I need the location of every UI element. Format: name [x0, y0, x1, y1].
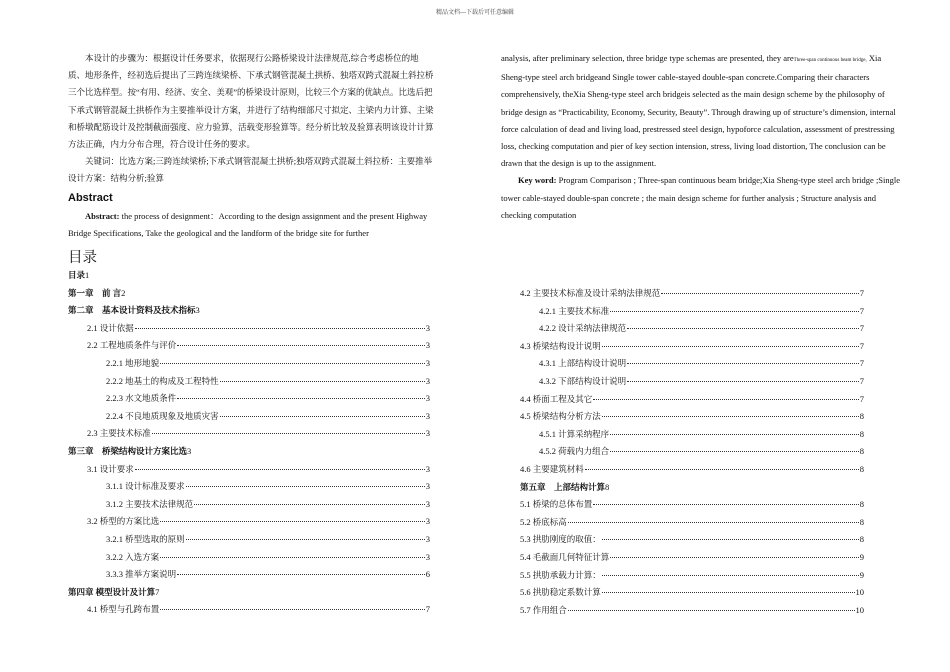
toc-entry[interactable] [106, 498, 430, 510]
toc-entry-page: 7 [425, 604, 430, 615]
toc-entry[interactable] [520, 604, 864, 616]
toc-entry-page: 7 [859, 323, 864, 334]
toc-entry-title: 2.1 设计依据 [87, 322, 134, 333]
toc-entry-title: 2.2.1 地形地貌 [106, 358, 160, 368]
toc-entry-title: 5.3 拱肋刚度的取值： [520, 534, 601, 545]
toc-leader-dots [160, 521, 424, 522]
toc-entry-title: 3.2 桥型的方案比选 [87, 516, 160, 527]
toc-entry-page: 9 [859, 552, 864, 562]
toc-entry-title: 5.7 作用组合 [520, 604, 567, 615]
toc-left-column [68, 269, 430, 629]
toc-leader-dots [610, 311, 859, 312]
toc-entry[interactable] [106, 357, 430, 369]
toc-entry-title: 2.3 主要技术标准 [87, 428, 151, 439]
toc-entry-title: 5.1 桥梁的总体布置 [520, 499, 593, 510]
toc-entry-page: 3 [425, 358, 430, 368]
toc-entry[interactable] [539, 322, 864, 334]
toc-leader-dots [160, 557, 425, 558]
toc-entry-page: 3 [425, 498, 430, 509]
toc-leader-dots [593, 399, 858, 400]
toc-entry[interactable] [68, 304, 200, 316]
toc-leader-dots [602, 346, 859, 347]
toc-entry[interactable] [68, 445, 191, 457]
toc-leader-dots [593, 504, 858, 505]
toc-entry-title: 4.2.1 主要技术标准 [539, 305, 610, 316]
toc-entry-page: 8 [859, 411, 864, 422]
toc-entry[interactable] [520, 287, 864, 299]
toc-entry-page: 3 [425, 516, 430, 527]
toc-leader-dots [186, 539, 425, 540]
toc-entry-title: 3.3.3 推举方案说明 [106, 569, 177, 580]
toc-entry-title: 4.6 主要建筑材料 [520, 464, 584, 474]
toc-leader-dots [177, 345, 424, 346]
toc-leader-dots [220, 416, 425, 417]
toc-entry-title: 第四章 模型设计及计算 [68, 586, 156, 597]
toc-leader-dots [585, 469, 859, 470]
toc-entry-title: 第一章 前 言 [68, 287, 122, 298]
toc-entry-title: 4.3 桥梁结构设计说明 [520, 340, 601, 351]
toc-entry[interactable] [68, 287, 125, 299]
toc-leader-dots [602, 592, 855, 593]
toc-entry[interactable] [87, 322, 430, 334]
toc-entry-title: 3.2.1 桥型选取的原则 [106, 534, 185, 544]
toc-entry-page: 3 [425, 551, 430, 562]
toc-entry[interactable] [106, 551, 430, 563]
toc-leader-dots [661, 293, 858, 294]
toc-entry[interactable] [106, 375, 430, 387]
toc-entry[interactable] [106, 533, 430, 545]
english-keywords [501, 172, 905, 224]
toc-entry-page: 3 [425, 340, 430, 351]
toc-leader-dots [610, 434, 859, 435]
toc-entry[interactable] [520, 586, 864, 598]
toc-entry[interactable] [87, 339, 430, 351]
toc-entry[interactable] [520, 533, 864, 545]
toc-entry-title: 第二章 基本设计资料及技术指标 [68, 305, 196, 316]
toc-entry-title: 4.5.1 计算采纳程序 [539, 428, 610, 439]
toc-entry-page: 1 [85, 270, 90, 280]
english-abstract [68, 208, 435, 242]
left-column [68, 50, 435, 242]
toc-entry-page: 3 [425, 322, 430, 333]
toc-leader-dots [602, 416, 859, 417]
toc-entry-title: 2.2 工程地质条件与评价 [87, 340, 177, 351]
toc-entry-page: 8 [605, 481, 610, 492]
toc-entry-page: 3 [425, 534, 430, 544]
toc-entry-page: 7 [859, 393, 864, 404]
toc-entry-page: 7 [155, 586, 160, 597]
toc-leader-dots [602, 539, 859, 540]
abstract-title: Abstract [68, 191, 113, 204]
toc-entry-page: 3 [425, 375, 430, 386]
toc-entry[interactable] [520, 463, 864, 475]
toc-entry-page: 6 [425, 569, 430, 580]
toc-leader-dots [610, 557, 858, 558]
toc-entry-page: 3 [425, 393, 430, 404]
toc-entry-page: 7 [859, 376, 864, 386]
toc-entry-title: 2.2.4 不良地质现象及地质灾害 [106, 410, 219, 421]
toc-entry-title: 4.3.2 下部结构设计说明 [539, 376, 627, 386]
toc-entry-page: 8 [859, 428, 864, 439]
toc-entry[interactable] [520, 516, 864, 528]
toc-entry-title: 第五章 上部结构计算 [520, 481, 606, 492]
abstract-cont-b: Xia Sheng-type steel arch bridgeand Single tower cable-stayed double-span concrete.Comparing their characters comprehensively, theXia Sheng-type steel arch bridgeis selected as the main design scheme by the philosophy of bridge design as “Practicability, Economy, Security, Beauty”. Through drawing up of structure’s dimension, internal force calculation of dead and living load, prestressed steel design, hypoforce calculation, assessment of prestressing loss, checking computation and pier of key section intension, stress, living load distortion, The conclusion can be drawn that the design is up to the assignment. [501, 53, 896, 169]
toc-entry[interactable] [68, 269, 89, 281]
toc-title: 目录 [68, 250, 97, 266]
toc-entry-page: 3 [425, 463, 430, 474]
chinese-keywords: 关键词：比选方案;三跨连续梁桥;下承式钢管混凝土拱桥;独塔双跨式混凝土斜拉桥：主要推举设计方案：结构分析;验算 [68, 156, 433, 184]
toc-entry-title: 2.2.3 水文地质条件 [106, 393, 177, 404]
toc-entry-page: 8 [859, 499, 864, 510]
toc-entry-page: 7 [859, 288, 864, 298]
toc-entry-title: 4.5.2 荷载内力组合 [539, 446, 610, 457]
toc-leader-dots [602, 575, 859, 576]
toc-entry-title: 5.6 拱肋稳定系数计算 [520, 587, 601, 598]
right-column [501, 50, 905, 224]
toc-entry[interactable] [539, 375, 864, 387]
toc-entry-page: 10 [855, 587, 864, 598]
toc-entry-title: 5.5 拱肋承载力计算： [520, 569, 601, 580]
toc-entry-page: 7 [859, 305, 864, 316]
toc-entry[interactable] [106, 480, 430, 492]
page-header: 精品文档---下载后可任意编辑 [436, 10, 514, 16]
toc-entry[interactable] [87, 463, 430, 475]
toc-entry[interactable] [87, 603, 430, 615]
toc-entry-page: 8 [859, 534, 864, 545]
english-abstract-cont [501, 50, 905, 172]
toc-entry[interactable] [520, 498, 864, 510]
toc-leader-dots [220, 381, 425, 382]
toc-leader-dots [135, 328, 425, 329]
toc-entry-page: 8 [859, 516, 864, 527]
toc-leader-dots [160, 363, 425, 364]
toc-entry-title: 2.2.2 地基土的构成及工程特性 [106, 375, 219, 386]
toc-entry[interactable] [520, 340, 864, 352]
toc-entry-page: 9 [859, 569, 864, 580]
toc-entry-page: 3 [425, 428, 430, 439]
toc-entry-title: 3.1.2 主要技术法律规范 [106, 498, 194, 509]
toc-entry-page: 3 [195, 305, 200, 316]
keywords-text: Program Comparison ; Three-span continuous beam bridge;Xia Sheng-type steel arch bridge ;Single tower cable-stayed double-span concrete ; the main design scheme for further analysis ; Structure analysis and checking computation [501, 175, 901, 220]
toc-entry[interactable] [520, 481, 609, 493]
toc-leader-dots [568, 522, 859, 523]
toc-entry-title: 4.3.1 上部结构设计说明 [539, 358, 627, 369]
toc-leader-dots [194, 504, 425, 505]
toc-entry-title: 5.2 桥底标高 [520, 516, 567, 527]
chinese-abstract: 本设计的步骤为：根据设计任务要求，依据现行公路桥梁设计法律规范,综合考虑桥位的地质、地形条件，经初选后提出了三跨连续梁桥、下承式钢管混凝土拱桥、独塔双跨式混凝土斜拉桥三个比选样型。按“有用、经济、安全、美观”的桥梁设计原则，比较三个方案的优缺点。比选后把下承式钢管混凝土拱桥作为主要推举设计方案，并进行了结构细部尺寸拟定、主梁内力计算、主梁和桥墩配筋设计及控制截面强度、应力验算，活载变形验算等。经分析比较及验算表明该设计计算方法正确，内力分布合理，符合设计任务的要求。 [68, 53, 434, 150]
toc-entry-page: 3 [187, 446, 192, 456]
toc-entry-page: 7 [859, 340, 864, 351]
toc-entry-title: 目录 [68, 270, 86, 280]
toc-entry[interactable] [87, 515, 430, 527]
toc-leader-dots [177, 574, 425, 575]
toc-entry[interactable] [520, 410, 864, 422]
toc-entry-title: 4.2.2 设计采纳法律规范 [539, 323, 627, 334]
toc-entry-page: 7 [859, 358, 864, 369]
toc-entry[interactable] [68, 586, 159, 598]
toc-entry-title: 3.1.1 设计标准及要求 [106, 481, 185, 492]
toc-entry[interactable] [106, 410, 430, 422]
toc-entry-page: 10 [855, 604, 864, 615]
toc-leader-dots [135, 469, 425, 470]
abstract-text: the process of designment：According to the design assignment and the present Highway Bridge Specifications, Take the geological and the landform of the bridge site for further [68, 210, 428, 238]
keywords-label: Key word: [518, 175, 557, 186]
toc-entry[interactable] [539, 357, 864, 369]
toc-leader-dots [610, 451, 859, 452]
abstract-label: Abstract: [85, 210, 120, 221]
toc-entry[interactable] [539, 445, 864, 457]
toc-entry-title: 4.4 桥面工程及其它 [520, 393, 593, 404]
toc-entry[interactable] [520, 569, 864, 581]
toc-entry[interactable] [87, 427, 430, 439]
toc-entry-title: 第三章 桥梁结构设计方案比选 [68, 446, 188, 456]
toc-entry[interactable] [539, 305, 864, 317]
toc-entry-title: 4.2 主要技术标准及设计采纳法律规范 [520, 288, 661, 298]
toc-leader-dots [152, 433, 425, 434]
toc-entry-title: 3.1 设计要求 [87, 463, 134, 474]
toc-right-column [501, 287, 864, 627]
toc-leader-dots [627, 381, 859, 382]
toc-leader-dots [627, 328, 859, 329]
toc-entry[interactable] [106, 568, 430, 580]
toc-leader-dots [186, 486, 425, 487]
toc-entry-title: 5.4 毛截面几何特征计算 [520, 552, 610, 562]
toc-entry-page: 3 [425, 481, 430, 492]
toc-leader-dots [160, 609, 424, 610]
toc-entry[interactable] [520, 551, 864, 563]
toc-entry-page: 2 [121, 287, 126, 298]
toc-entry-page: 8 [859, 446, 864, 457]
toc-entry[interactable] [539, 428, 864, 440]
abstract-cont-a: analysis, after preliminary selection, three bridge type schemas are presented, they are [501, 53, 794, 63]
toc-entry-page: 8 [859, 464, 864, 474]
toc-entry[interactable] [106, 392, 430, 404]
abstract-cont-small: Three-span continuous beam bridge, [793, 58, 867, 63]
toc-leader-dots [568, 610, 855, 611]
toc-entry-page: 3 [425, 410, 430, 421]
toc-entry[interactable] [520, 393, 864, 405]
toc-leader-dots [177, 398, 425, 399]
toc-entry-title: 3.2.2 入选方案 [106, 551, 160, 562]
toc-leader-dots [627, 363, 859, 364]
toc-entry-title: 4.5 桥梁结构分析方法 [520, 411, 601, 422]
toc-entry-title: 4.1 桥型与孔跨布置 [87, 604, 160, 615]
